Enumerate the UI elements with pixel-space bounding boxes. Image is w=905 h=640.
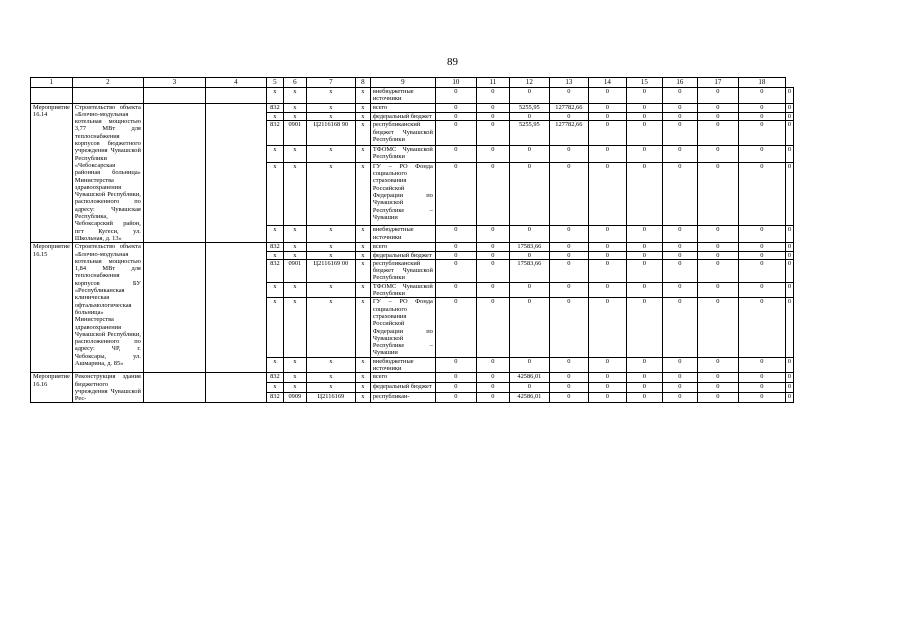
event-id: Мероприятие 16.15: [31, 243, 73, 373]
cell-type: х: [355, 393, 370, 403]
cell-amount: 0: [626, 298, 662, 357]
event-id: Мероприятие 16.16: [31, 373, 73, 403]
cell-amount: 127782,66: [549, 121, 588, 146]
cell-amount: 0: [509, 282, 549, 298]
cell-empty: [205, 243, 266, 373]
cell-article: х: [306, 88, 355, 104]
cell-empty: [31, 88, 73, 104]
cell-amount: 0: [697, 88, 738, 104]
cell-amount: 0: [588, 112, 626, 121]
cell-amount: 0: [738, 282, 785, 298]
cell-amount: 0: [476, 393, 509, 403]
cell-amount: 0: [697, 145, 738, 162]
cell-amount: 0: [785, 251, 793, 259]
page-number: 89: [447, 56, 458, 68]
cell-amount: 0: [588, 373, 626, 383]
column-header: 17: [697, 78, 738, 88]
cell-amount: 0: [549, 298, 588, 357]
table-body: [31, 78, 794, 403]
cell-amount: 0: [435, 259, 476, 282]
cell-amount: 0: [509, 162, 549, 226]
cell-amount: 0: [435, 112, 476, 121]
cell-section: х: [283, 226, 306, 243]
cell-type: х: [355, 298, 370, 357]
cell-amount: 0: [549, 243, 588, 251]
cell-amount: 0: [785, 282, 793, 298]
cell-amount: 0: [549, 162, 588, 226]
cell-amount: 0: [697, 357, 738, 373]
cell-admin: х: [266, 112, 283, 121]
cell-section: х: [283, 383, 306, 393]
cell-article: х: [306, 282, 355, 298]
cell-empty: [205, 373, 266, 403]
cell-amount: 0: [549, 112, 588, 121]
cell-amount: 0: [476, 226, 509, 243]
cell-amount: 42586,01: [509, 393, 549, 403]
column-header: 1: [31, 78, 73, 88]
cell-amount: 0: [588, 393, 626, 403]
cell-amount: 0: [662, 243, 697, 251]
cell-empty: [143, 243, 205, 373]
cell-amount: 0: [435, 145, 476, 162]
cell-funding-source: республиканский бюджет Чувашской Республики: [370, 259, 435, 282]
cell-empty: [143, 88, 205, 104]
cell-amount: 0: [626, 357, 662, 373]
cell-article: х: [306, 357, 355, 373]
header-row: [31, 78, 794, 88]
cell-amount: 0: [626, 112, 662, 121]
cell-type: х: [355, 357, 370, 373]
cell-admin: х: [266, 282, 283, 298]
cell-admin: 832: [266, 121, 283, 146]
cell-article: х: [306, 145, 355, 162]
cell-admin: х: [266, 88, 283, 104]
cell-section: х: [283, 298, 306, 357]
cell-amount: 0: [785, 393, 793, 403]
cell-admin: 832: [266, 259, 283, 282]
cell-article: х: [306, 383, 355, 393]
cell-type: х: [355, 226, 370, 243]
cell-funding-source: всего: [370, 243, 435, 251]
cell-amount: 0: [435, 121, 476, 146]
cell-funding-source: федеральный бюджет: [370, 112, 435, 121]
cell-admin: х: [266, 145, 283, 162]
cell-amount: 0: [509, 298, 549, 357]
cell-amount: 0: [697, 383, 738, 393]
cell-amount: 0: [435, 243, 476, 251]
cell-amount: 17583,66: [509, 259, 549, 282]
cell-amount: 0: [509, 145, 549, 162]
cell-type: х: [355, 145, 370, 162]
column-header: 11: [476, 78, 509, 88]
cell-empty: [205, 103, 266, 243]
cell-amount: 0: [738, 226, 785, 243]
cell-amount: 0: [662, 162, 697, 226]
cell-amount: 0: [626, 282, 662, 298]
column-header: 16: [662, 78, 697, 88]
cell-article: Ц2116168 90: [306, 121, 355, 146]
cell-amount: 0: [785, 298, 793, 357]
cell-amount: 0: [697, 162, 738, 226]
cell-amount: 0: [476, 112, 509, 121]
cell-amount: 0: [588, 357, 626, 373]
cell-amount: 0: [738, 145, 785, 162]
cell-amount: 0: [588, 298, 626, 357]
cell-amount: 0: [549, 282, 588, 298]
cell-type: х: [355, 373, 370, 383]
cell-section: х: [283, 145, 306, 162]
cell-amount: 0: [588, 103, 626, 112]
cell-amount: 0: [697, 259, 738, 282]
column-header: 2: [72, 78, 143, 88]
cell-amount: 0: [509, 357, 549, 373]
cell-funding-source: республикан-: [370, 393, 435, 403]
cell-funding-source: федеральный бюджет: [370, 383, 435, 393]
cell-funding-source: ТФОМС Чувашской Республики: [370, 145, 435, 162]
cell-amount: 0: [626, 88, 662, 104]
cell-section: 0901: [283, 121, 306, 146]
cell-amount: 0: [662, 383, 697, 393]
cell-type: х: [355, 162, 370, 226]
cell-admin: х: [266, 298, 283, 357]
cell-article: х: [306, 243, 355, 251]
cell-section: х: [283, 251, 306, 259]
cell-amount: 0: [662, 145, 697, 162]
cell-type: х: [355, 243, 370, 251]
cell-amount: 0: [738, 251, 785, 259]
cell-empty: [205, 88, 266, 104]
budget-table: [30, 77, 794, 403]
cell-amount: 0: [588, 259, 626, 282]
cell-funding-source: ГУ – РО Фонда социального страхования Российской Федерации по Чувашской Республике – Чувашии: [370, 162, 435, 226]
cell-amount: 0: [435, 383, 476, 393]
cell-amount: 0: [626, 145, 662, 162]
cell-amount: 0: [435, 226, 476, 243]
cell-admin: х: [266, 251, 283, 259]
cell-amount: 0: [738, 357, 785, 373]
cell-amount: 0: [626, 393, 662, 403]
cell-amount: 0: [549, 373, 588, 383]
cell-amount: 0: [738, 243, 785, 251]
cell-amount: 0: [697, 112, 738, 121]
cell-amount: 0: [662, 88, 697, 104]
column-header: 13: [549, 78, 588, 88]
cell-section: х: [283, 243, 306, 251]
cell-amount: 0: [588, 243, 626, 251]
column-header: 6: [283, 78, 306, 88]
cell-amount: 0: [662, 226, 697, 243]
cell-amount: 0: [738, 162, 785, 226]
cell-amount: 0: [435, 373, 476, 383]
cell-amount: 0: [476, 282, 509, 298]
cell-amount: 0: [549, 251, 588, 259]
column-header: 8: [355, 78, 370, 88]
cell-amount: 0: [697, 282, 738, 298]
column-header: 18: [738, 78, 785, 88]
cell-amount: 17583,66: [509, 243, 549, 251]
cell-admin: 832: [266, 103, 283, 112]
cell-amount: 0: [549, 357, 588, 373]
column-header: 4: [205, 78, 266, 88]
cell-amount: 0: [588, 282, 626, 298]
cell-amount: 0: [662, 298, 697, 357]
cell-amount: 0: [662, 373, 697, 383]
cell-admin: х: [266, 226, 283, 243]
event-name: Строительство объекта «Блочно-модульная котельная мощностью 3,77 МВт для теплоснабжения корпусов бюджетного учреждения Чувашской Республики «Чебоксарская районная больница» Министерства здравоохранения Чувашской Республики, расположенного по адресу: Чувашская Республика, Чебоксарский район, пгт Кугеси, ул. Школьная, д. 13»: [72, 103, 143, 243]
cell-amount: 0: [626, 373, 662, 383]
cell-amount: 0: [662, 121, 697, 146]
cell-amount: 0: [509, 88, 549, 104]
column-header: 10: [435, 78, 476, 88]
cell-funding-source: внебюджетные источники: [370, 88, 435, 104]
cell-amount: 0: [476, 121, 509, 146]
cell-amount: 0: [435, 282, 476, 298]
cell-amount: 0: [738, 121, 785, 146]
cell-section: х: [283, 282, 306, 298]
table-row: [31, 373, 794, 383]
cell-amount: 0: [738, 103, 785, 112]
cell-type: х: [355, 259, 370, 282]
cell-funding-source: всего: [370, 103, 435, 112]
cell-amount: 0: [626, 103, 662, 112]
cell-admin: х: [266, 357, 283, 373]
cell-type: х: [355, 88, 370, 104]
cell-article: х: [306, 226, 355, 243]
cell-admin: х: [266, 383, 283, 393]
cell-type: х: [355, 112, 370, 121]
cell-amount: 5255,95: [509, 103, 549, 112]
column-header: 15: [626, 78, 662, 88]
cell-amount: 0: [785, 88, 793, 104]
cell-amount: 0: [785, 373, 793, 383]
cell-type: х: [355, 251, 370, 259]
cell-funding-source: ТФОМС Чувашской Республики: [370, 282, 435, 298]
cell-empty: [143, 103, 205, 243]
cell-amount: 0: [626, 243, 662, 251]
cell-amount: 0: [476, 103, 509, 112]
column-header: 5: [266, 78, 283, 88]
cell-amount: 0: [697, 251, 738, 259]
cell-section: х: [283, 88, 306, 104]
event-name: Строительство объекта «Блочно-модульная котельная мощностью 1,84 МВт для теплоснабжения корпусов БУ «Республиканская клиническая офтальмологическая больница» Министерства здравоохранения Чувашской Республики, расположенного по адресу: ЧР, г. Чебоксары, ул. Ашмарина, д. 85»: [72, 243, 143, 373]
cell-amount: 0: [738, 383, 785, 393]
cell-amount: 0: [435, 251, 476, 259]
cell-amount: 0: [549, 383, 588, 393]
cell-amount: 0: [785, 226, 793, 243]
cell-amount: 0: [588, 251, 626, 259]
cell-section: х: [283, 373, 306, 383]
column-header: 9: [370, 78, 435, 88]
cell-article: х: [306, 251, 355, 259]
cell-amount: 0: [785, 121, 793, 146]
cell-amount: 0: [509, 226, 549, 243]
cell-article: х: [306, 112, 355, 121]
cell-amount: 0: [626, 383, 662, 393]
cell-article: х: [306, 103, 355, 112]
cell-amount: 0: [476, 383, 509, 393]
cell-amount: 0: [476, 88, 509, 104]
cell-amount: 0: [785, 243, 793, 251]
cell-amount: 0: [738, 298, 785, 357]
cell-article: х: [306, 373, 355, 383]
cell-amount: 0: [626, 226, 662, 243]
event-name: Реконструкция здания бюджетного учреждения Чувашской Рес-: [72, 373, 143, 403]
cell-empty: [143, 373, 205, 403]
cell-amount: 0: [697, 226, 738, 243]
cell-amount: 0: [435, 162, 476, 226]
column-header: 14: [588, 78, 626, 88]
cell-section: х: [283, 162, 306, 226]
cell-amount: 0: [549, 145, 588, 162]
event-id: Мероприятие 16.14: [31, 103, 73, 243]
column-header: 3: [143, 78, 205, 88]
cell-amount: 0: [476, 162, 509, 226]
cell-amount: 0: [738, 373, 785, 383]
cell-amount: 0: [626, 121, 662, 146]
cell-amount: 0: [626, 251, 662, 259]
cell-amount: 0: [588, 145, 626, 162]
cell-amount: 0: [549, 88, 588, 104]
cell-amount: 0: [697, 121, 738, 146]
cell-amount: 0: [697, 393, 738, 403]
cell-amount: 0: [662, 393, 697, 403]
table-row: [31, 243, 794, 251]
cell-admin: 832: [266, 243, 283, 251]
cell-amount: 0: [738, 88, 785, 104]
cell-type: х: [355, 282, 370, 298]
cell-amount: 0: [785, 162, 793, 226]
cell-amount: 0: [697, 243, 738, 251]
cell-amount: 0: [549, 259, 588, 282]
cell-article: х: [306, 298, 355, 357]
cell-admin: х: [266, 162, 283, 226]
cell-amount: 0: [476, 243, 509, 251]
cell-funding-source: федеральный бюджет: [370, 251, 435, 259]
cell-amount: 0: [588, 88, 626, 104]
cell-admin: 832: [266, 393, 283, 403]
cell-amount: 0: [476, 145, 509, 162]
column-header: 12: [509, 78, 549, 88]
table-row: [31, 88, 794, 104]
cell-amount: 0: [626, 162, 662, 226]
cell-amount: 0: [662, 103, 697, 112]
cell-amount: 0: [738, 112, 785, 121]
cell-amount: 0: [549, 393, 588, 403]
cell-amount: 42586,01: [509, 373, 549, 383]
cell-type: х: [355, 103, 370, 112]
cell-amount: 127782,66: [549, 103, 588, 112]
cell-funding-source: ГУ – РО Фонда социального страхования Российской Федерации по Чувашской Республике – Чувашии: [370, 298, 435, 357]
cell-section: х: [283, 103, 306, 112]
cell-amount: 0: [588, 121, 626, 146]
column-header: 7: [306, 78, 355, 88]
cell-amount: 0: [785, 259, 793, 282]
cell-amount: 0: [435, 298, 476, 357]
cell-amount: 0: [588, 383, 626, 393]
cell-amount: 0: [435, 88, 476, 104]
cell-amount: 0: [476, 357, 509, 373]
cell-funding-source: республиканский бюджет Чувашской Республики: [370, 121, 435, 146]
cell-amount: 0: [697, 373, 738, 383]
cell-amount: 0: [785, 103, 793, 112]
cell-amount: 0: [662, 259, 697, 282]
cell-article: Ц2116169: [306, 393, 355, 403]
cell-funding-source: всего: [370, 373, 435, 383]
cell-amount: 0: [626, 259, 662, 282]
cell-section: 0901: [283, 259, 306, 282]
cell-amount: 0: [662, 357, 697, 373]
cell-amount: 0: [662, 282, 697, 298]
cell-amount: 0: [549, 226, 588, 243]
cell-amount: 0: [476, 298, 509, 357]
cell-amount: 0: [476, 251, 509, 259]
cell-amount: 0: [588, 226, 626, 243]
cell-amount: 0: [588, 162, 626, 226]
cell-amount: 0: [435, 357, 476, 373]
cell-section: х: [283, 357, 306, 373]
cell-amount: 0: [509, 251, 549, 259]
cell-type: х: [355, 121, 370, 146]
cell-amount: 0: [785, 357, 793, 373]
cell-amount: 5255,95: [509, 121, 549, 146]
cell-section: 0909: [283, 393, 306, 403]
cell-amount: 0: [662, 112, 697, 121]
cell-amount: 0: [738, 393, 785, 403]
cell-amount: 0: [509, 383, 549, 393]
cell-article: Ц2116169 00: [306, 259, 355, 282]
cell-amount: 0: [697, 298, 738, 357]
cell-amount: 0: [509, 112, 549, 121]
cell-article: х: [306, 162, 355, 226]
cell-amount: 0: [697, 103, 738, 112]
cell-admin: 832: [266, 373, 283, 383]
cell-amount: 0: [476, 259, 509, 282]
cell-amount: 0: [785, 145, 793, 162]
cell-empty: [72, 88, 143, 104]
cell-amount: 0: [435, 103, 476, 112]
cell-amount: 0: [435, 393, 476, 403]
cell-amount: 0: [785, 112, 793, 121]
cell-section: х: [283, 112, 306, 121]
cell-funding-source: внебюджетные источники: [370, 226, 435, 243]
cell-amount: 0: [476, 373, 509, 383]
table-row: [31, 103, 794, 112]
cell-amount: 0: [785, 383, 793, 393]
cell-amount: 0: [738, 259, 785, 282]
cell-funding-source: внебюджетные источники: [370, 357, 435, 373]
cell-amount: 0: [662, 251, 697, 259]
cell-type: х: [355, 383, 370, 393]
